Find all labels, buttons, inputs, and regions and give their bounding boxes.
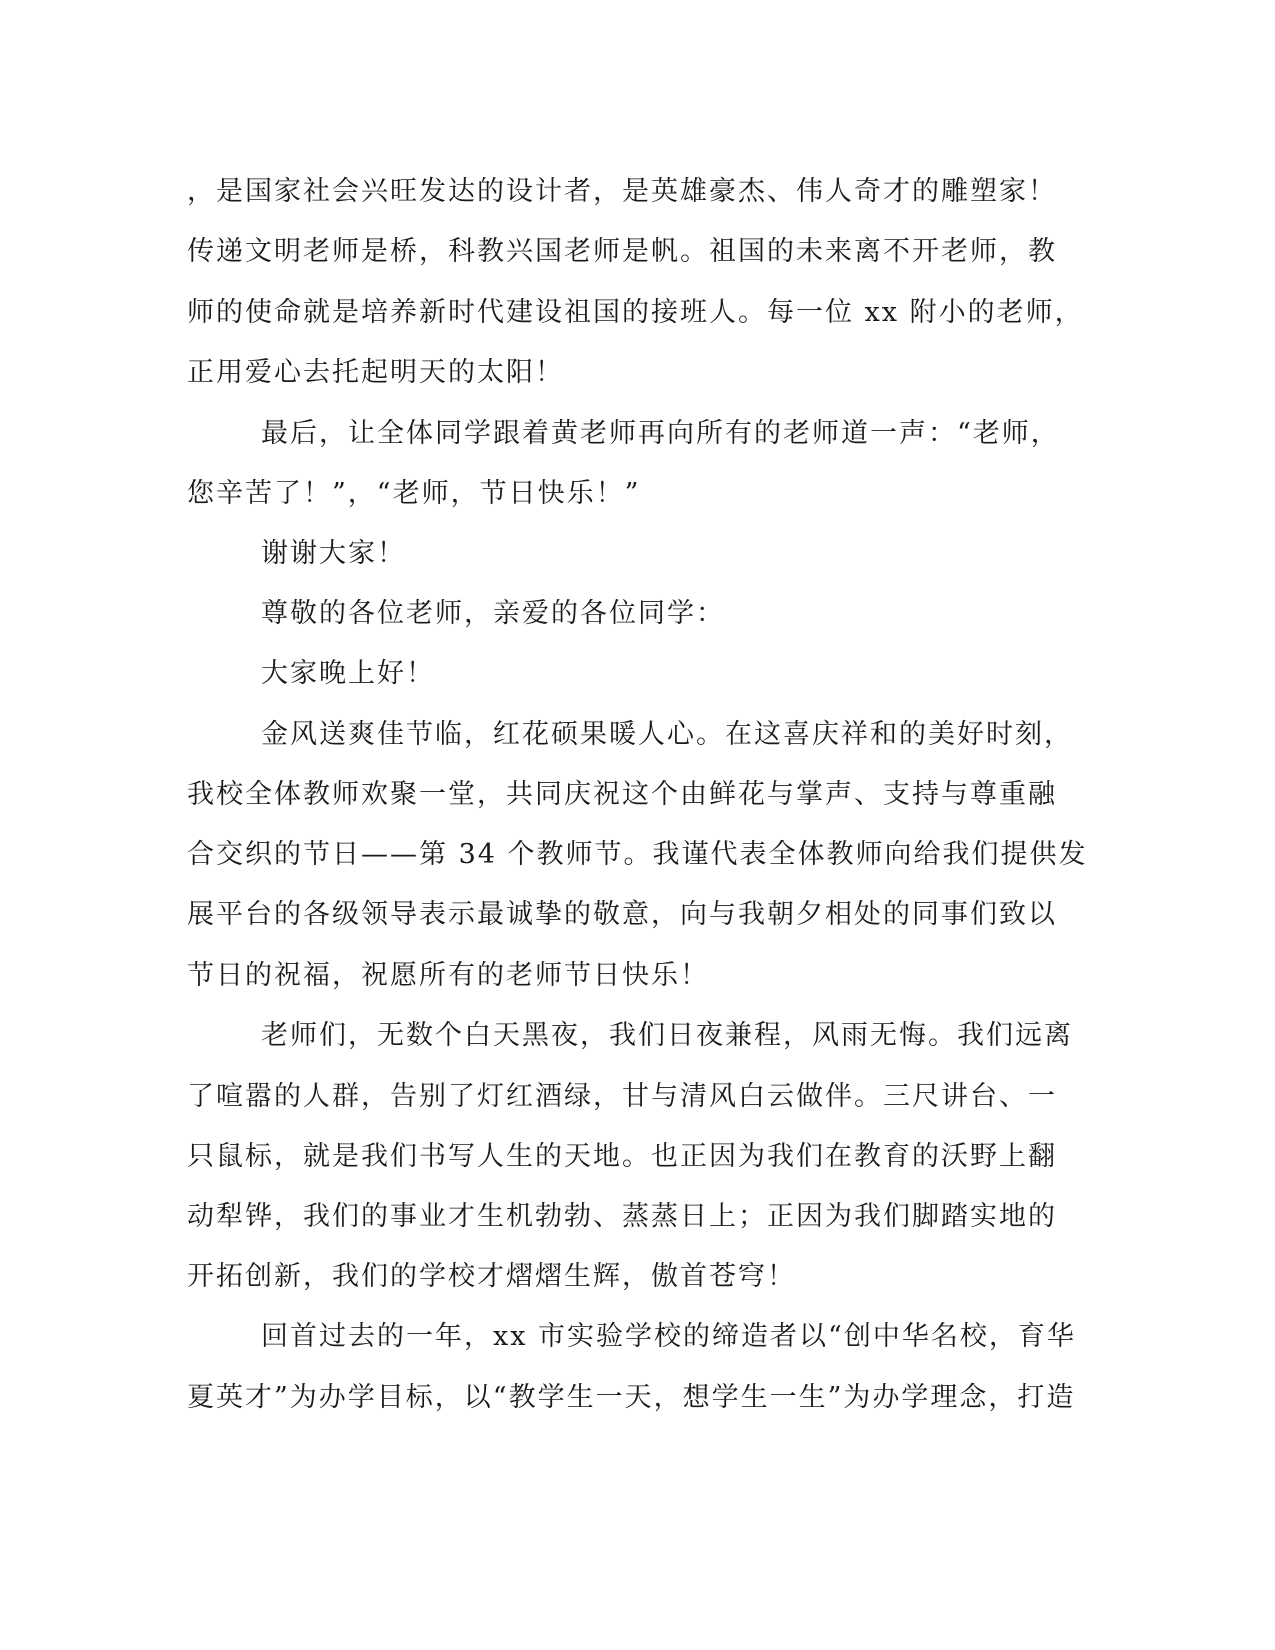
text-line [0, 956, 1275, 996]
text-line [0, 1317, 1275, 1357]
text-line [0, 1137, 1275, 1177]
text-line [0, 172, 1275, 212]
line-text: 正用爱心去托起明天的太阳！ [187, 357, 564, 388]
text-line [0, 414, 1275, 454]
line-text: 大家晚上好！ [261, 658, 435, 689]
text-line [0, 1378, 1275, 1418]
line-text: 动犁铧，我们的事业才生机勃勃、蒸蒸日上；正因为我们脚踏实地的 [187, 1201, 1057, 1232]
text-line [0, 594, 1275, 634]
text-line [0, 835, 1275, 875]
line-text: 尊敬的各位老师，亲爱的各位同学： [261, 598, 725, 629]
text-line [0, 232, 1275, 272]
line-text: 只鼠标，就是我们书写人生的天地。也正因为我们在教育的沃野上翻 [187, 1141, 1057, 1172]
text-line [0, 1077, 1275, 1117]
line-text: 金风送爽佳节临，红花硕果暖人心。在这喜庆祥和的美好时刻， [261, 719, 1073, 750]
line-text: 了喧嚣的人群，告别了灯红酒绿，甘与清风白云做伴。三尺讲台、一 [187, 1081, 1057, 1112]
line-text: 回首过去的一年，xx 市实验学校的缔造者以“创中华名校，育华 [261, 1321, 1076, 1352]
line-text: 最后，让全体同学跟着黄老师再向所有的老师道一声：“老师， [261, 418, 1060, 449]
text-line [0, 715, 1275, 755]
line-text: 老师们，无数个白天黑夜，我们日夜兼程，风雨无悔。我们远离 [261, 1020, 1073, 1051]
line-text: 您辛苦了！”，“老师，节日快乐！” [187, 478, 641, 509]
text-line [0, 353, 1275, 393]
line-text: 合交织的节日——第 34 个教师节。我谨代表全体教师向给我们提供发 [187, 839, 1088, 870]
line-text: ，是国家社会兴旺发达的设计者，是英雄豪杰、伟人奇才的雕塑家！ [187, 176, 1057, 207]
text-line [0, 534, 1275, 574]
text-line [0, 775, 1275, 815]
line-text: 夏英才”为办学目标，以“教学生一天，想学生一生”为办学理念，打造 [187, 1382, 1076, 1413]
line-text: 展平台的各级领导表示最诚挚的敬意，向与我朝夕相处的同事们致以 [187, 899, 1057, 930]
line-text: 开拓创新，我们的学校才熠熠生辉，傲首苍穹！ [187, 1261, 796, 1292]
text-line [0, 895, 1275, 935]
line-text: 师的使命就是培养新时代建设祖国的接班人。每一位 xx 附小的老师， [187, 297, 1084, 328]
text-line [0, 474, 1275, 514]
text-line [0, 1197, 1275, 1237]
line-text: 我校全体教师欢聚一堂，共同庆祝这个由鲜花与掌声、支持与尊重融 [187, 779, 1057, 810]
line-text: 节日的祝福，祝愿所有的老师节日快乐！ [187, 960, 709, 991]
text-line [0, 1257, 1275, 1297]
line-text: 传递文明老师是桥，科教兴国老师是帆。祖国的未来离不开老师，教 [187, 236, 1057, 267]
text-line [0, 293, 1275, 333]
text-line [0, 1016, 1275, 1056]
text-line [0, 654, 1275, 694]
line-text: 谢谢大家！ [261, 538, 406, 569]
